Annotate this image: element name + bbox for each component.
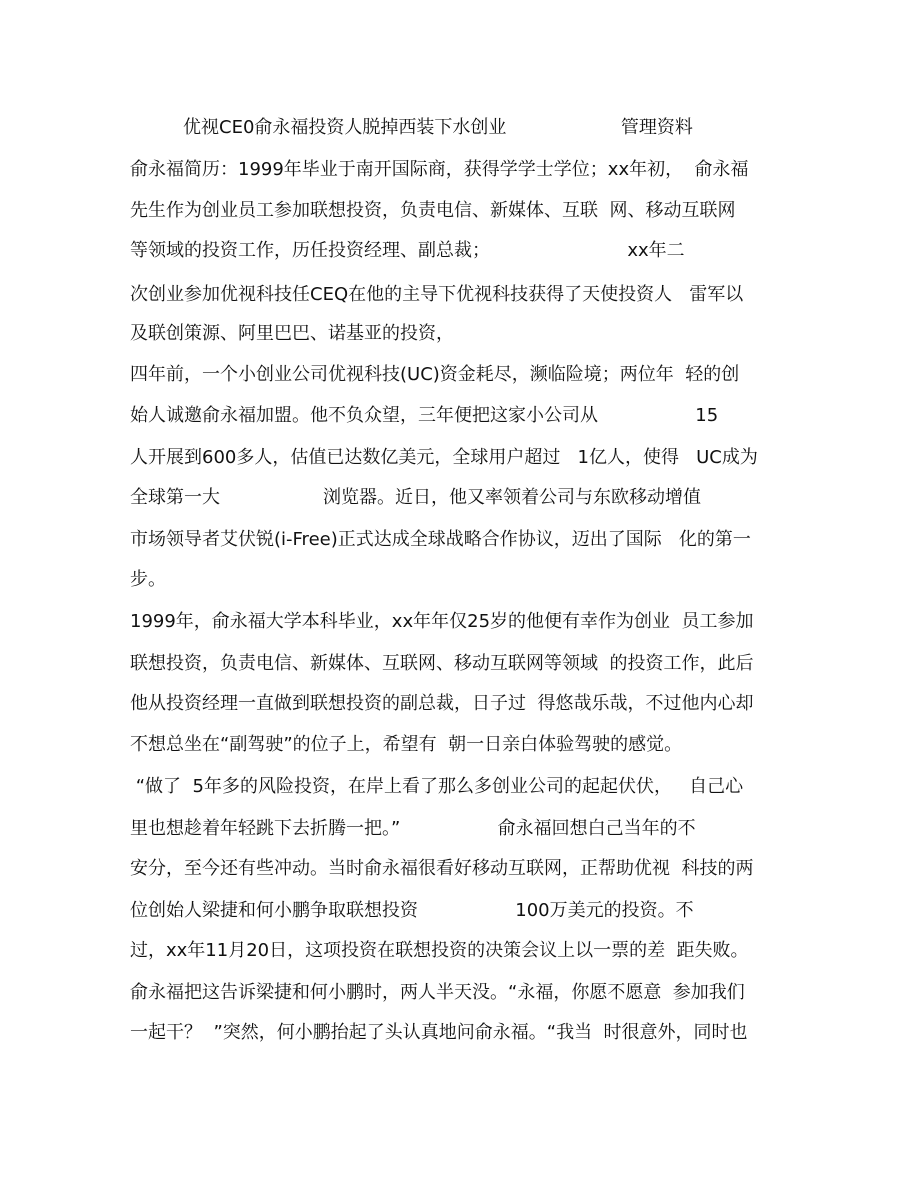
text-line: 俞永福简历：1999年毕业于南开国际商，获得学学士学位；xx年初， 俞永福 bbox=[130, 159, 749, 180]
text-line: 先生作为创业员工参加联想投资，负责电信、新媒体、互联 网、移动互联网 bbox=[130, 200, 736, 221]
text-line: 及联创策源、阿里巴巴、诺基亚的投资， bbox=[130, 323, 454, 344]
text-line: 安分，至今还有些冲动。当时俞永福很看好移动互联网，正帮助优视 科技的两 bbox=[130, 858, 754, 879]
text-line: 俞永福把这告诉梁捷和何小鹏时，两人半天没。“永福，你愿不愿意 参加我们 bbox=[130, 982, 745, 1003]
text-line: 人开展到600多人，估值已达数亿美元，全球用户超过 1亿人，使得 UC成为 bbox=[130, 447, 758, 468]
document-title: 优视CE0俞永福投资人脱掉西装下水创业 管理资料 bbox=[183, 117, 693, 138]
text-line: 次创业参加优视科技任CEQ在他的主导下优视科技获得了天使投资人 雷军以 bbox=[130, 284, 744, 305]
text-line: “做了 5年多的风险投资，在岸上看了那么多创业公司的起起伏伏， 自己心 bbox=[130, 776, 744, 797]
text-line: 步。 bbox=[130, 569, 166, 590]
text-line: 不想总坐在“副驾驶”的位子上，希望有 朝一日亲白体验驾驶的感觉。 bbox=[130, 734, 683, 755]
text-line: 市场领导者艾伏锐(i-Free)正式达成全球战略合作协议，迈出了国际 化的第一 bbox=[130, 529, 751, 550]
text-line: 他从投资经理一直做到联想投资的副总裁，日子过 得悠哉乐哉，不过他内心却 bbox=[130, 693, 754, 714]
text-line: 1999年，俞永福大学本科毕业，xx年年仅25岁的他便有幸作为创业 员工参加 bbox=[130, 611, 754, 632]
text-line: 始人诚邀俞永福加盟。他不负众望，三年便把这家小公司从 15 bbox=[130, 405, 719, 426]
text-line: 里也想趁着年轻跳下去折腾一把。” 俞永福回想白己当年的不 bbox=[130, 818, 696, 839]
text-line: 联想投资，负责电信、新媒体、互联网、移动互联网等领域 的投资工作，此后 bbox=[130, 653, 754, 674]
text-line: 一起干？ ”突然，何小鹏抬起了头认真地问俞永福。“我当 时很意外，同时也 bbox=[130, 1022, 748, 1043]
text-line: 四年前，一个小创业公司优视科技(UC)资金耗尽，濒临险境；两位年 轻的创 bbox=[130, 364, 740, 385]
text-line: 全球第一大 浏览器。近日，他又率领着公司与东欧移动增值 bbox=[130, 487, 701, 508]
text-line: 过，xx年11月20日，这项投资在联想投资的决策会议上以一票的差 距失败。 bbox=[130, 940, 749, 961]
text-line: 等领域的投资工作，历任投资经理、副总裁； xx年二 bbox=[130, 240, 685, 261]
text-line: 位创始人梁捷和何小鹏争取联想投资 100万美元的投资。不 bbox=[130, 900, 694, 921]
